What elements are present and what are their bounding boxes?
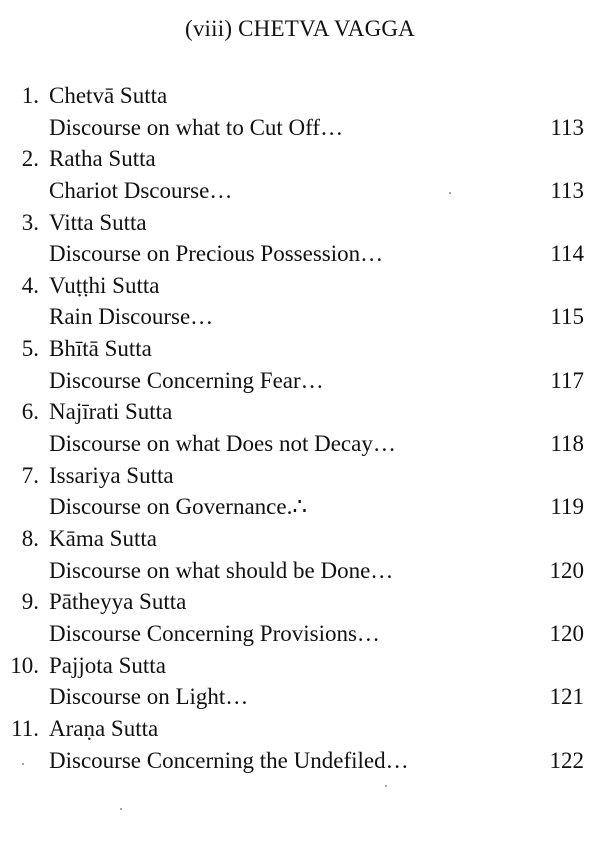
page-number: 115	[550, 304, 584, 330]
entry-description: Discourse on Governance.∴	[49, 494, 307, 520]
entry-heading-line	[0, 270, 600, 302]
page-title: (viii) CHETVA VAGGA	[185, 16, 415, 41]
page-number: 113	[550, 114, 584, 140]
sutta-title: Bhītā Sutta	[49, 336, 152, 362]
toc-entry	[0, 270, 600, 333]
entry-description: Discourse on what should be Done…	[49, 557, 394, 583]
toc-entry	[0, 143, 600, 206]
entry-description: Discourse Concerning Provisions…	[49, 620, 380, 646]
entry-description: Discourse on what to Cut Off…	[49, 114, 344, 140]
sutta-title: Kāma Sutta	[49, 526, 157, 552]
entry-description-line	[0, 491, 600, 523]
entry-heading-line	[0, 207, 600, 239]
sutta-title: Vuṭṭhi Sutta	[49, 272, 160, 298]
entry-heading-line	[0, 396, 600, 428]
entry-description: Chariot Dscourse…	[49, 177, 233, 203]
entry-number: 2.	[21, 146, 39, 172]
sutta-title: Chetvā Sutta	[49, 83, 168, 108]
page-number: 120	[549, 557, 584, 583]
entry-heading-line	[0, 460, 600, 492]
page-number: 113	[550, 177, 584, 203]
entry-description-line	[0, 681, 600, 713]
toc-entry	[0, 586, 600, 649]
entry-description-line	[0, 238, 600, 270]
entry-number: 9.	[21, 589, 39, 615]
page-number: 117	[550, 367, 584, 393]
page-number: 120	[549, 620, 584, 646]
page-number: 118	[550, 431, 584, 457]
sutta-title: Najīrati Sutta	[49, 399, 173, 425]
entry-description: Discourse on Precious Possession…	[49, 241, 384, 267]
sutta-title: Issariya Sutta	[49, 462, 174, 488]
page-number: 122	[549, 747, 584, 773]
entry-number: 5.	[21, 336, 39, 362]
entry-number: 8.	[21, 526, 39, 552]
toc-entry	[0, 460, 600, 523]
entry-heading-line	[0, 143, 600, 175]
entry-number: 1.	[21, 83, 39, 108]
page-number: 119	[550, 494, 584, 520]
sutta-title: Ratha Sutta	[49, 146, 156, 172]
entry-heading-line	[0, 80, 600, 112]
page-number: 114	[550, 241, 584, 267]
entry-heading-line	[0, 586, 600, 618]
entry-description-line	[0, 175, 600, 207]
toc-entry	[0, 396, 600, 459]
entry-description-line	[0, 428, 600, 460]
entry-description: Discourse Concerning Fear…	[49, 367, 324, 393]
toc-entry	[0, 523, 600, 586]
sutta-title: Pajjota Sutta	[49, 652, 166, 678]
entry-heading-line	[0, 713, 600, 745]
toc-entry	[0, 713, 600, 776]
entry-description: Rain Discourse…	[49, 304, 214, 330]
sutta-title: Vitta Sutta	[49, 209, 147, 235]
entry-description-line	[0, 365, 600, 397]
toc-entry	[0, 650, 600, 713]
entry-description-line	[0, 112, 600, 144]
entry-number: 11.	[11, 715, 39, 741]
page-number: 121	[549, 684, 584, 710]
entry-description: Discourse on what Does not Decay…	[49, 431, 396, 457]
entry-description: Discourse on Light…	[49, 684, 249, 710]
entry-number: 6.	[21, 399, 39, 425]
entry-number: 10.	[10, 652, 39, 678]
scan-speck	[449, 192, 451, 194]
entry-heading-line	[0, 523, 600, 555]
entry-number: 7.	[21, 462, 39, 488]
toc-entry	[0, 333, 600, 396]
scan-speck	[22, 763, 24, 765]
toc-entry	[0, 80, 600, 143]
entry-heading-line	[0, 333, 600, 365]
entry-description: Discourse Concerning the Undefiled…	[49, 747, 409, 773]
entry-description-line	[0, 555, 600, 587]
entry-description-line	[0, 301, 600, 333]
entry-description-line	[0, 745, 600, 777]
entry-heading-line	[0, 650, 600, 682]
toc-entry	[0, 207, 600, 270]
sutta-title: Araṇa Sutta	[49, 715, 159, 741]
scan-speck	[120, 808, 122, 810]
entry-description-line	[0, 618, 600, 650]
entry-number: 4.	[21, 272, 39, 298]
sutta-title: Pātheyya Sutta	[49, 589, 187, 615]
table-of-contents	[0, 80, 600, 776]
entry-number: 3.	[21, 209, 39, 235]
scan-speck	[385, 785, 387, 787]
